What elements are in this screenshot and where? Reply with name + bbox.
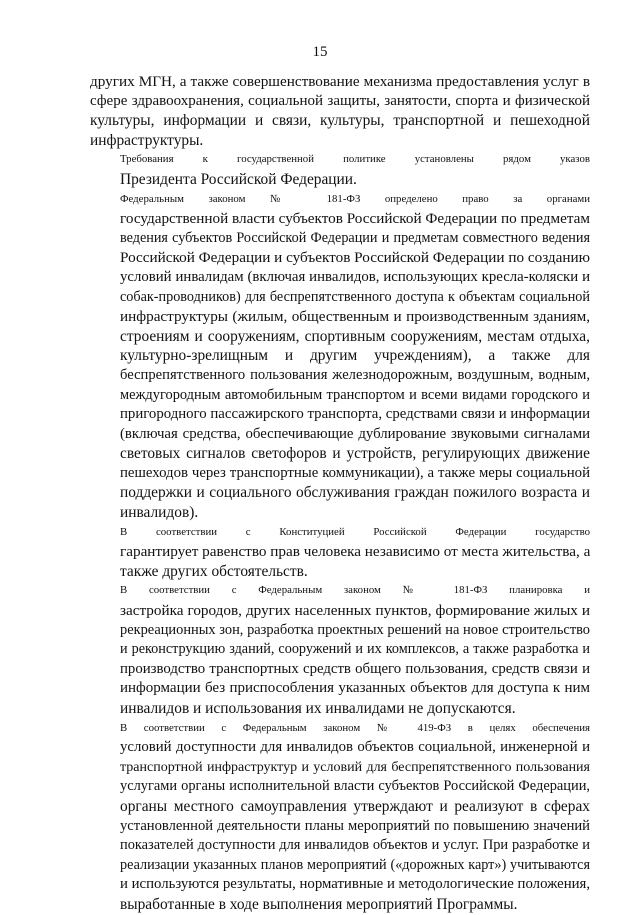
text-line: выработанные в ходе выполнения мероприятий Программы. [120, 895, 518, 913]
text-line: Федеральным законом № 181-ФЗ определено право за органами [120, 192, 590, 205]
text-line: установленной деятельности планы мероприятий по повышению значений [120, 817, 590, 834]
document-body [90, 72, 590, 915]
text-line: Президента Российской Федерации. [120, 170, 357, 188]
text-line: также других обстоятельств. [120, 562, 308, 580]
text-line: реализации указанных планов мероприятий («дорожных карт») учитываются [120, 856, 590, 873]
text-line: государственной власти субъектов Российской Федерации по предметам [120, 210, 590, 228]
text-line: поддержки и социального обслуживания граждан пожилого возраста и [120, 484, 590, 502]
text-line: других МГН, а также совершенствование механизма предоставления услуг в [90, 73, 590, 90]
text-line: застройка городов, других населенных пунктов, формирование жилых и [120, 602, 590, 620]
text-line: ведения субъектов Российской Федерации и предметам совместного ведения [120, 229, 590, 246]
text-line: пешеходов через транспортные коммуникации), а также меры социальной [120, 464, 590, 481]
text-line: гарантирует равенство прав человека независимо от места жительства, а [120, 543, 591, 561]
text-line: показателей доступности для инвалидов объектов и услуг. При разработке и [120, 837, 590, 854]
text-line: В соответствии с Конституцией Российской Федерации государство [120, 525, 590, 538]
text-line: условий инвалидам (включая инвалидов, использующих кресла-коляски и [120, 268, 590, 285]
paragraph [90, 581, 590, 718]
text-line: инвалидов и использования их инвалидами не допускаются. [120, 700, 516, 717]
text-line: культурно-зрелищным и другим учреждениям), а также для [120, 347, 590, 365]
paragraph [90, 719, 590, 915]
text-line: транспортной инфраструктур и условий для беспрепятственного пользования [120, 759, 590, 775]
text-line: междугородным автомобильным транспортом и всеми видами городского и [120, 386, 590, 403]
text-line: условий доступности для инвалидов объектов социальной, инженерной и [120, 739, 590, 756]
text-line: пригородного пассажирского транспорта, средствами связи и информации [120, 406, 590, 423]
text-line: рекреационных зон, разработка проектных решений на новое строительство [120, 621, 590, 638]
text-line: сфере здравоохранения, социальной защиты, занятости, спорта и физической [90, 92, 590, 109]
text-line: световых сигналов светофоров и устройств, регулирующих движение [120, 445, 590, 463]
text-line: собак-проводников) для беспрепятственного доступа к объектам социальной [120, 288, 590, 305]
text-line: В соответствии с Федеральным законом № 181-ФЗ планировка и [120, 584, 590, 597]
text-line: культуры, информации и связи, культуры, транспортной и пешеходной [90, 112, 590, 130]
text-line: Требования к государственной политике установлены рядом указов [120, 153, 590, 166]
text-line: услугами органы исполнительной власти субъектов Российской Федерации, [120, 778, 590, 795]
text-line: и реконструкцию зданий, сооружений и их комплексов, а также разработка и [120, 641, 590, 658]
text-line: беспрепятственного пользования железнодорожным, воздушным, водным, [120, 366, 590, 383]
page-number: 15 [312, 44, 328, 60]
text-line: Российской Федерации и субъектов Российской Федерации по созданию [120, 249, 590, 267]
text-line: инвалидов). [120, 504, 199, 522]
paragraph [90, 190, 590, 523]
paragraph [90, 72, 590, 150]
text-line: (включая средства, обеспечивающие дублирование звуковыми сигналами [120, 425, 590, 442]
text-line: и используются результаты, нормативные и методологические положения, [120, 876, 591, 893]
text-line: инфраструктуры (жилым, общественным и производственным зданиям, [120, 308, 590, 326]
text-line: инфраструктуры. [90, 131, 204, 149]
text-line: строениям и сооружениям, спортивным сооружениям, местам отдыха, [120, 327, 590, 345]
paragraph [90, 150, 590, 189]
text-line: производство транспортных средств общего пользования, средств связи и [120, 660, 590, 677]
text-line: органы местного самоуправления утверждают и реализуют в сферах [120, 797, 590, 815]
text-line: В соответствии с Федеральным законом № 419-ФЗ в целях обеспечения [120, 721, 590, 734]
paragraph [90, 523, 590, 582]
text-line: информации без приспособления указанных объектов для доступа к ним [120, 680, 590, 697]
